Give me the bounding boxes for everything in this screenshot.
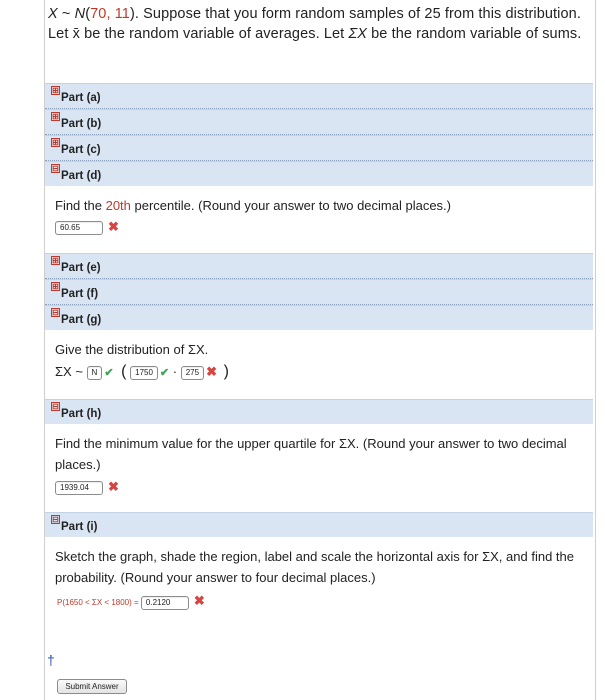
incorrect-icon: ✖ — [206, 364, 217, 379]
part-a-header[interactable] — [45, 83, 593, 109]
incorrect-icon: ✖ — [108, 219, 119, 234]
part-f-header[interactable] — [45, 279, 593, 305]
tilde: ~ — [57, 6, 75, 22]
expand-icon[interactable]: ⊞ — [52, 112, 59, 121]
dist-type-field[interactable]: N — [87, 366, 103, 380]
incorrect-icon: ✖ — [108, 479, 119, 494]
expand-icon[interactable]: ⊞ — [52, 86, 59, 95]
xbar-symbol: x̄ — [72, 26, 80, 42]
part-h-answer-field[interactable]: 1939.04 — [55, 481, 103, 495]
dist-params: 70, 11 — [90, 6, 130, 22]
expand-icon[interactable]: ⊞ — [52, 282, 59, 291]
open-paren: ( — [121, 363, 127, 380]
collapse-icon[interactable]: ⊟ — [52, 308, 59, 317]
probability-expression: P(1650 < ΣX < 1800) = — [57, 598, 141, 607]
collapse-icon[interactable]: ⊟ — [52, 515, 59, 524]
collapse-icon[interactable]: ⊟ — [52, 164, 59, 173]
part-d-answer-field[interactable]: 60.65 — [55, 221, 103, 235]
expand-icon[interactable]: ⊞ — [52, 138, 59, 147]
part-d-text-1: Find the — [55, 198, 106, 213]
correct-icon: ✔ — [104, 367, 114, 379]
dist-symbol: N — [74, 6, 86, 22]
part-d-answer-row — [55, 216, 119, 237]
part-f-label: Part (f) — [61, 288, 99, 300]
part-g-header[interactable] — [45, 305, 593, 330]
part-i-question: Sketch the graph, shade the region, label and scale the horizontal axis for ΣX, and find the probability. (Round your answer to four decimal places.) — [55, 549, 574, 585]
part-i-answer-row — [57, 590, 205, 613]
part-e-header[interactable] — [45, 253, 593, 279]
intro-text-3: be the random variable of sums. — [367, 26, 582, 42]
part-h-question: Find the minimum value for the upper quartile for ΣX. (Round your answer to two decimal places.) — [55, 436, 567, 472]
x-variable: X — [48, 6, 58, 22]
part-b-label: Part (b) — [61, 118, 102, 130]
part-a-label: Part (a) — [61, 92, 101, 104]
part-g-label: Part (g) — [61, 314, 102, 326]
part-h-answer-row — [55, 476, 119, 497]
part-d-label: Part (d) — [61, 170, 102, 182]
part-c-label: Part (c) — [61, 144, 101, 156]
part-g-answer-row — [55, 361, 229, 384]
part-b-header[interactable] — [45, 109, 593, 135]
part-i-header[interactable] — [45, 512, 593, 537]
separator-dot: · — [172, 364, 178, 379]
correct-icon: ✔ — [159, 367, 170, 379]
intro-text-1: . Suppose that you form random samples of 25 from this distribution. Let — [48, 6, 581, 42]
part-i-answer-field[interactable]: 0.2120 — [141, 596, 189, 610]
part-c-header[interactable] — [45, 135, 593, 161]
problem-statement: X ~ N(70, 11). Suppose that you form random samples of 25 from this distribution. Let x̄ be the random variable of averages. Let ΣX be the random variable of sums. — [48, 6, 582, 42]
distribution-lhs: ΣX ~ — [55, 364, 83, 379]
percentile-highlight: 20th — [105, 198, 131, 213]
part-d-question — [55, 195, 451, 216]
submit-answer-button[interactable]: Submit Answer — [57, 679, 127, 694]
expand-icon[interactable]: ⊞ — [52, 256, 59, 265]
add-icon[interactable]: † — [47, 652, 55, 668]
collapse-icon[interactable]: ⊟ — [52, 402, 59, 411]
part-d-header[interactable] — [45, 161, 593, 186]
part-h-header[interactable] — [45, 399, 593, 424]
part-i-label: Part (i) — [61, 521, 98, 533]
sum-symbol: ΣX — [348, 26, 368, 42]
part-d-text-2: percentile. (Round your answer to two decimal places.) — [130, 198, 451, 213]
intro-text-2: be the random variable of averages. Let — [79, 26, 349, 42]
sd-field[interactable]: 275 — [181, 366, 204, 380]
close-paren: ) — [223, 363, 229, 380]
part-h-label: Part (h) — [61, 408, 102, 420]
part-g-question: Give the distribution of ΣX. — [55, 342, 209, 357]
mean-field[interactable]: 1750 — [130, 366, 158, 380]
incorrect-icon: ✖ — [193, 593, 205, 608]
part-e-label: Part (e) — [61, 262, 101, 274]
